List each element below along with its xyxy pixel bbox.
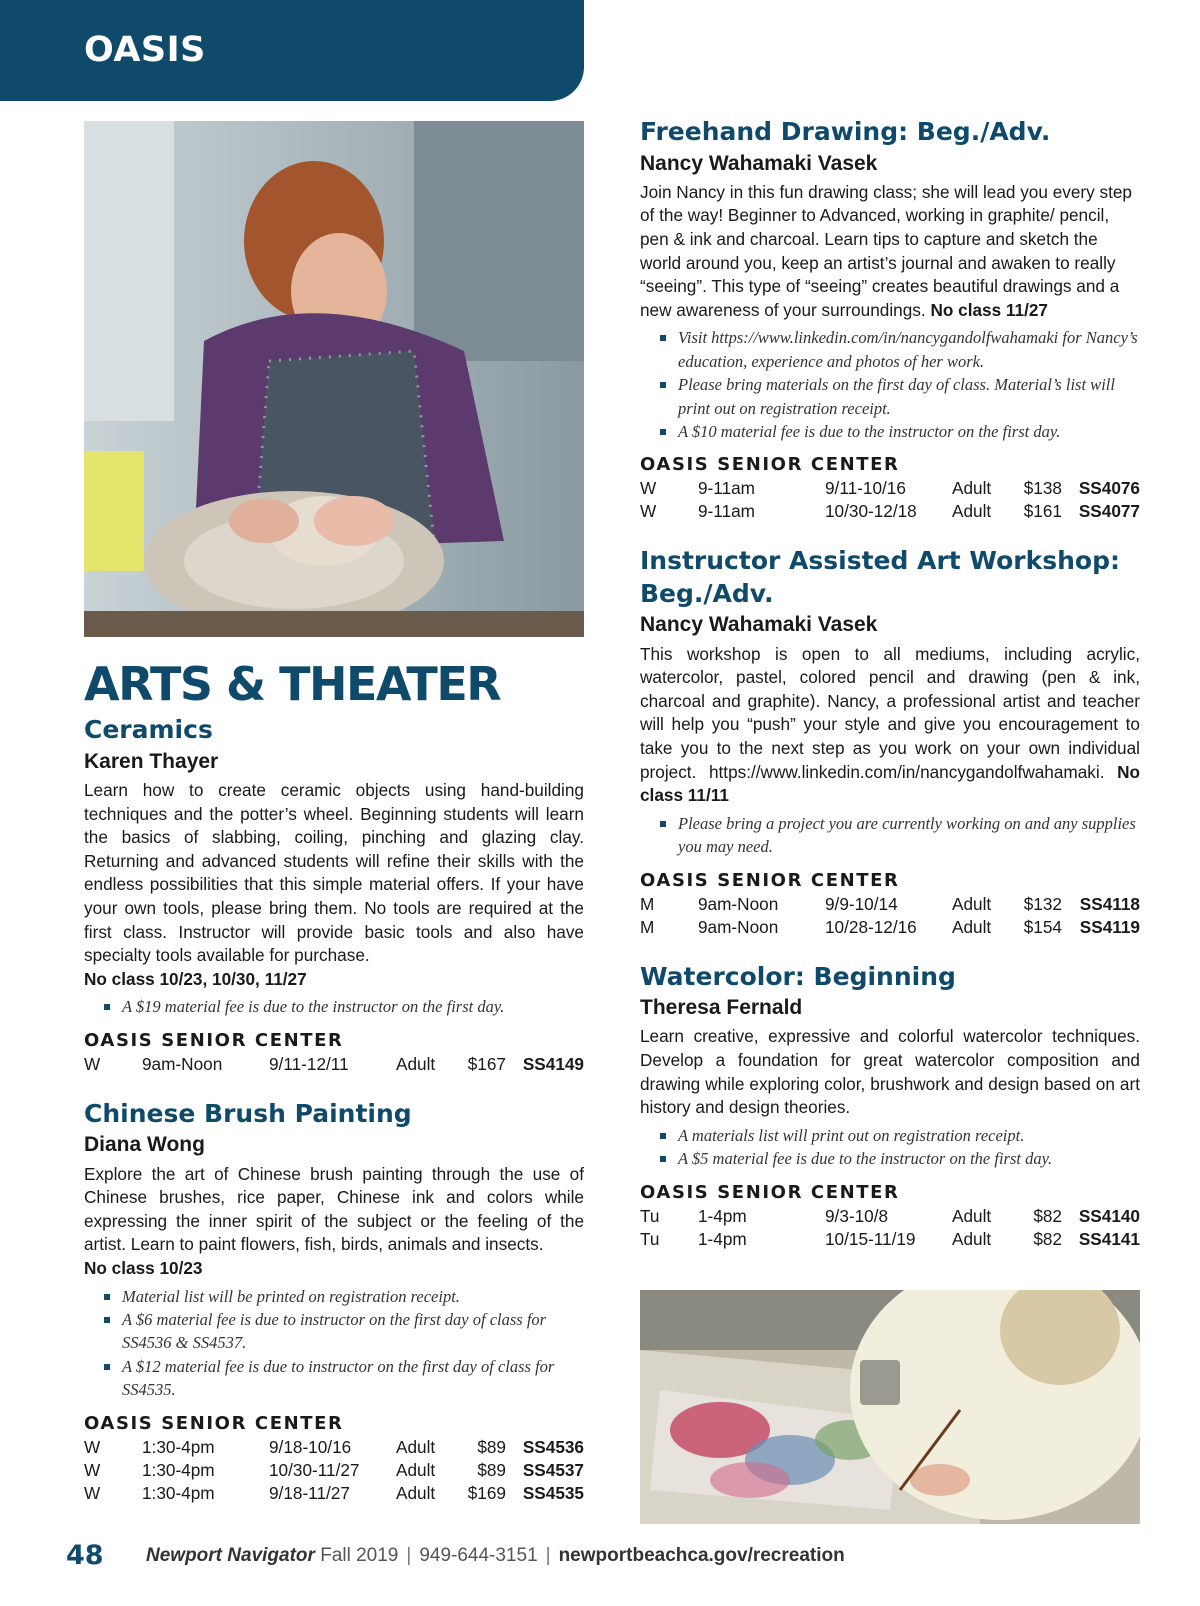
course-notes [640, 326, 1140, 443]
schedule-row [84, 1436, 584, 1459]
schedule-cell: W [84, 1482, 101, 1503]
schedule-row [84, 1459, 584, 1482]
course-title: Chinese Brush Painting [84, 1098, 412, 1128]
schedule-cell: W [84, 1053, 101, 1074]
instructor-name: Theresa Fernald [640, 996, 803, 1020]
page-number: 48 [66, 1540, 104, 1571]
location-heading: OASIS SENIOR CENTER [84, 1412, 344, 1434]
schedule-cell: W [84, 1459, 101, 1480]
section-label: OASIS [84, 30, 206, 70]
schedule-row [640, 500, 1140, 523]
schedule-cell: 1-4pm [698, 1205, 747, 1226]
schedule-cell: W [640, 478, 657, 499]
instructor-name: Nancy Wahamaki Vasek [640, 151, 878, 175]
location-heading: OASIS SENIOR CENTER [640, 1181, 900, 1203]
schedule-cell: 9/11-12/11 [269, 1053, 349, 1074]
course-title: Instructor Assisted Art Workshop: Beg./Adv. [640, 546, 1120, 608]
note-item: Material list will be printed on registration receipt. [104, 1285, 584, 1308]
note-item: A materials list will print out on registration receipt. [660, 1124, 1140, 1147]
schedule-cell: 10/15-11/19 [825, 1228, 916, 1249]
schedule-cell: 9-11am [698, 501, 755, 522]
schedule-cell: $154 [1023, 916, 1062, 937]
schedule-cell: 9am-Noon [698, 916, 779, 937]
schedule-cell: 9/9-10/14 [825, 893, 898, 914]
website-link[interactable]: newportbeachca.gov/recreation [558, 1545, 845, 1566]
schedule-cell: 9/3-10/8 [825, 1205, 889, 1226]
schedule-cell: Adult [396, 1436, 436, 1457]
location-heading: OASIS SENIOR CENTER [640, 454, 900, 476]
class-code: SS4076 [1078, 478, 1140, 499]
schedule-cell: Adult [952, 1228, 992, 1249]
schedule-cell: 9-11am [698, 478, 755, 499]
schedule-row [640, 1205, 1140, 1228]
schedule-cell: 1-4pm [698, 1228, 747, 1249]
course-description: Learn creative, expressive and colorful watercolor techniques. Develop a foundation for great watercolor composition and drawing while exploring color, brushwork and design based on art history and design theories. [640, 1026, 1140, 1118]
schedule-cell: 1:30-4pm [142, 1482, 215, 1503]
course-art-workshop [640, 545, 1140, 938]
course-notes [84, 1285, 584, 1402]
schedule-table [640, 477, 1140, 523]
ceramics-photo [84, 121, 584, 637]
schedule-cell: $89 [477, 1459, 506, 1480]
note-item: A $10 material fee is due to the instructor on the first day. [660, 420, 1140, 443]
watercolor-photo [640, 1290, 1140, 1524]
course-watercolor [640, 961, 1140, 1251]
note-item: A $19 material fee is due to the instructor on the first day. [104, 995, 584, 1018]
note-item: Visit https://www.linkedin.com/in/nancygandolfwahamaki for Nancy’s education, experience and photos of her work. [660, 326, 1140, 373]
schedule-cell: Adult [952, 893, 992, 914]
course-notes [640, 812, 1140, 859]
course-description: Explore the art of Chinese brush painting through the use of Chinese brushes, rice paper, Chinese ink and colors while expressing the inner spirit of the subject or the feeling of the artist. Learn to paint flowers, fish, birds, animals and insects. No class 10/23 [84, 1163, 584, 1278]
course-chinese-brush-painting [84, 1098, 584, 1505]
class-code: SS4141 [1078, 1228, 1140, 1249]
schedule-cell: $138 [1023, 478, 1062, 499]
schedule-cell: Adult [396, 1459, 436, 1480]
class-code: SS4536 [522, 1436, 584, 1457]
schedule-cell: 9am-Noon [698, 893, 779, 914]
class-code: SS4077 [1078, 501, 1140, 522]
schedule-cell: Adult [396, 1053, 436, 1074]
schedule-row [640, 893, 1140, 916]
phone-number: 949-644-3151 [419, 1545, 538, 1566]
schedule-cell: 10/28-12/16 [825, 916, 917, 937]
schedule-cell: Tu [640, 1228, 660, 1249]
schedule-cell: $169 [467, 1482, 506, 1503]
schedule-cell: 9/11-10/16 [825, 478, 906, 499]
schedule-cell: Tu [640, 1205, 660, 1226]
schedule-cell: Adult [952, 916, 992, 937]
schedule-cell: M [640, 916, 655, 937]
class-code: SS4119 [1079, 916, 1140, 937]
schedule-cell: 1:30-4pm [142, 1459, 215, 1480]
class-code: SS4118 [1079, 893, 1140, 914]
season: Fall 2019 [320, 1545, 399, 1566]
schedule-cell: $132 [1023, 893, 1062, 914]
schedule-cell: 10/30-11/27 [269, 1459, 360, 1480]
no-class-note: No class 10/23 [84, 1257, 203, 1278]
instructor-name: Nancy Wahamaki Vasek [640, 613, 878, 637]
note-item: Please bring materials on the first day of class. Material’s list will print out on registration receipt. [660, 373, 1140, 420]
left-column [84, 657, 584, 1527]
location-heading: OASIS SENIOR CENTER [84, 1029, 344, 1051]
schedule-cell: Adult [952, 478, 992, 499]
class-code: SS4149 [522, 1053, 584, 1074]
note-item: A $6 material fee is due to instructor on the first day of class for SS4536 & SS4537. [104, 1308, 584, 1355]
course-title: Freehand Drawing: Beg./Adv. [640, 117, 1051, 146]
course-description: Join Nancy in this fun drawing class; she will lead you every step of the way! Beginner to Advanced, working in graphite/ pencil, pen & ink and charcoal. Learn tips to capture and sketch the world around you, keep an artist’s journal and awaken to really “seeing”. This type of “seeing” creates beautiful drawings and a new awareness of your surroundings. No class 11/27 [640, 181, 1132, 320]
schedule-cell: $82 [1033, 1228, 1062, 1249]
right-column [640, 116, 1140, 1273]
schedule-cell: M [640, 893, 655, 914]
schedule-cell: W [84, 1436, 101, 1457]
schedule-row [640, 477, 1140, 500]
note-item: A $12 material fee is due to instructor on the first day of class for SS4535. [104, 1355, 584, 1402]
schedule-cell: $161 [1023, 501, 1062, 522]
note-item: A $5 material fee is due to the instructor on the first day. [660, 1147, 1140, 1170]
schedule-row [84, 1053, 584, 1076]
schedule-row [84, 1482, 584, 1505]
class-code: SS4535 [522, 1482, 584, 1503]
schedule-table [84, 1436, 584, 1505]
note-item: Please bring a project you are currently working on and any supplies you may need. [660, 812, 1140, 859]
schedule-row [640, 1228, 1140, 1251]
course-title: Watercolor: Beginning [640, 961, 956, 991]
course-freehand-drawing [640, 116, 1140, 523]
no-class-note: No class 10/23, 10/30, 11/27 [84, 968, 307, 989]
schedule-table [84, 1053, 584, 1076]
publication-name: Newport Navigator [146, 1545, 315, 1566]
no-class-note: No class 11/27 [930, 299, 1048, 320]
course-description: Learn how to create ceramic objects using hand-building techniques and the potter’s wheel. Beginning students will learn the basics of slabbing, coiling, pinching and glazing clay. Returning and advanced students will refine their skills with the endless possibilities that this simple material offers. If your have your own tools, please bring them. No tools are required at the first class. Instructor will provide basic tools and also have specialty tools available for purchase. No class 10/23, 10/30, 11/27 [84, 780, 584, 989]
instructor-name: Diana Wong [84, 1133, 205, 1157]
schedule-cell: 10/30-12/18 [825, 501, 917, 522]
course-notes [640, 1124, 1140, 1171]
course-title: Ceramics [84, 715, 213, 745]
schedule-cell: Adult [396, 1482, 436, 1503]
section-title: ARTS & THEATER [84, 657, 501, 711]
instructor-name: Karen Thayer [84, 749, 219, 773]
schedule-cell: Adult [952, 501, 992, 522]
page-footer [66, 1540, 1066, 1570]
course-notes [84, 995, 584, 1018]
schedule-row [640, 916, 1140, 939]
class-code: SS4140 [1078, 1205, 1140, 1226]
schedule-cell: W [640, 501, 657, 522]
schedule-cell: $82 [1033, 1205, 1062, 1226]
schedule-cell: Adult [952, 1205, 992, 1226]
schedule-cell: 9am-Noon [142, 1053, 223, 1074]
schedule-cell: 9/18-10/16 [269, 1436, 352, 1457]
schedule-cell: 9/18-11/27 [269, 1482, 350, 1503]
footer-text: Newport Navigator Fall 2019 | 949-644-3151 | newportbeachca.gov/recreation [146, 1545, 845, 1566]
schedule-table [640, 1205, 1140, 1251]
location-heading: OASIS SENIOR CENTER [640, 869, 900, 891]
class-code: SS4537 [522, 1459, 584, 1480]
schedule-cell: $167 [467, 1053, 506, 1074]
schedule-cell: 1:30-4pm [142, 1436, 215, 1457]
schedule-cell: $89 [477, 1436, 506, 1457]
course-description: This workshop is open to all mediums, including acrylic, watercolor, pastel, colored pencil and drawing (pen & ink, charcoal and graphite). Nancy, a professional artist and teacher will help you “push” your style and give you encouragement to take you to the next step as you work on your own individual project. https://www.linkedin.com/in/nancygandolfwahamaki. No class 11/11 [640, 643, 1141, 806]
schedule-table [640, 893, 1140, 939]
section-header-tab [0, 0, 584, 101]
no-class-note: No class 11/11 [640, 761, 1141, 806]
course-ceramics [84, 714, 584, 1076]
